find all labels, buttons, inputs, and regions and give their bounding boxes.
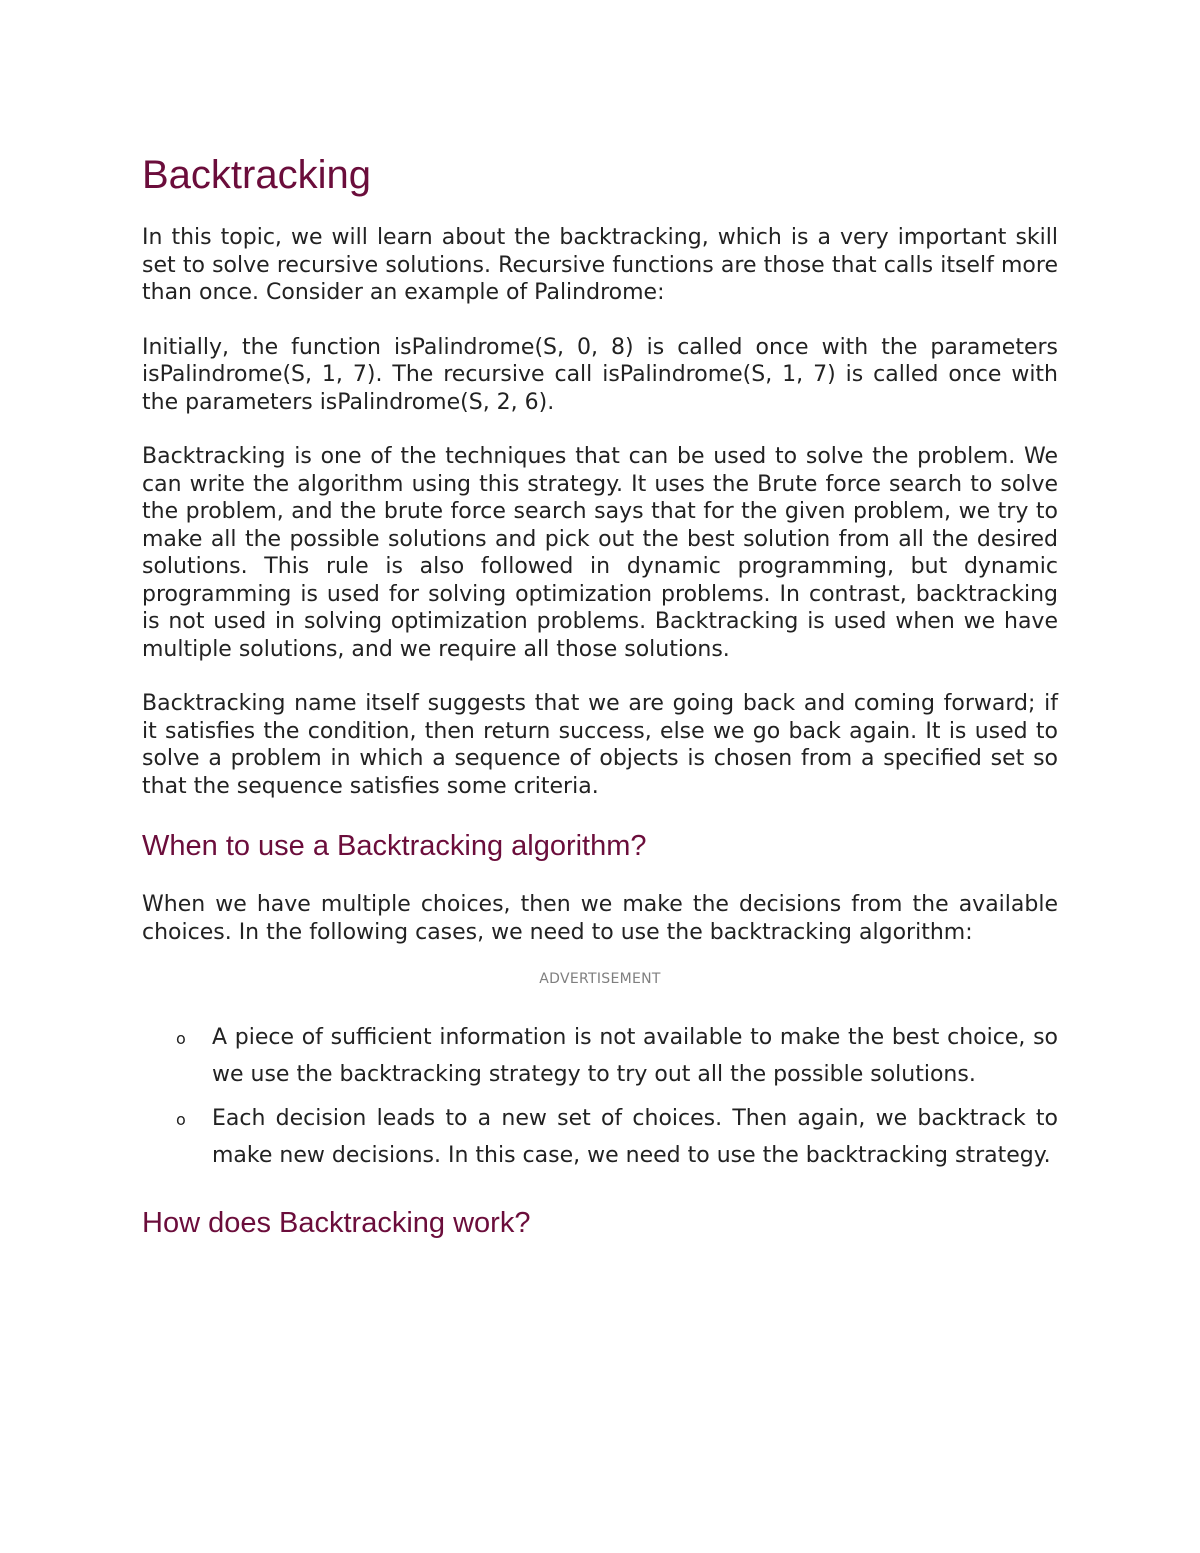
circle-bullet-icon: o <box>176 1029 186 1048</box>
brute-force-paragraph: Backtracking is one of the techniques that can be used to solve the problem. We can write the algorithm using this strategy. It uses the Brute force search to solve the problem, and the brute force search says that for the given problem, we try to make all the possible solutions and pick out the best solution from all the desired solutions. This rule is also followed in dynamic programming, but dynamic programming is used for solving optimization problems. In contrast, backtracking is not used in solving optimization problems. Backtracking is used when we have multiple solutions, and we require all those solutions. <box>142 444 1058 662</box>
when-to-use-intro: When we have multiple choices, then we make the decisions from the available choices. In the following cases, we need to use the backtracking algorithm: <box>142 892 1058 945</box>
list-item <box>142 1019 1058 1093</box>
list-item <box>142 1100 1058 1174</box>
how-it-works-heading: How does Backtracking work? <box>142 1207 531 1239</box>
advertisement-label: ADVERTISEMENT <box>539 971 661 987</box>
list-item-text: Each decision leads to a new set of choices. Then again, we backtrack to make new decisions. In this case, we need to use the backtracking strategy. <box>212 1106 1058 1168</box>
circle-bullet-icon: o <box>176 1110 186 1129</box>
page-title: Backtracking <box>142 153 371 197</box>
name-meaning-paragraph: Backtracking name itself suggests that we are going back and coming forward; if it satisfies the condition, then return success, else we go back again. It is used to solve a problem in which a sequence of objects is chosen from a specified set so that the sequence satisfies some criteria. <box>142 691 1058 799</box>
palindrome-paragraph: Initially, the function isPalindrome(S, 0, 8) is called once with the parameters isPalindrome(S, 1, 7). The recursive call isPalindrome(S, 1, 7) is called once with the parameters isPalindrome(S, 2, 6). <box>142 334 1058 415</box>
cases-list <box>142 1019 1058 1174</box>
list-item-text: A piece of sufficient information is not available to make the best choice, so we use the backtracking strategy to try out all the possible solutions. <box>212 1025 1058 1087</box>
when-to-use-heading: When to use a Backtracking algorithm? <box>142 830 647 862</box>
document-page <box>142 148 1058 1268</box>
intro-paragraph: In this topic, we will learn about the backtracking, which is a very important skill set to solve recursive solutions. Recursive functions are those that calls itself more than once. Consider an example of Palindrome: <box>142 225 1058 305</box>
